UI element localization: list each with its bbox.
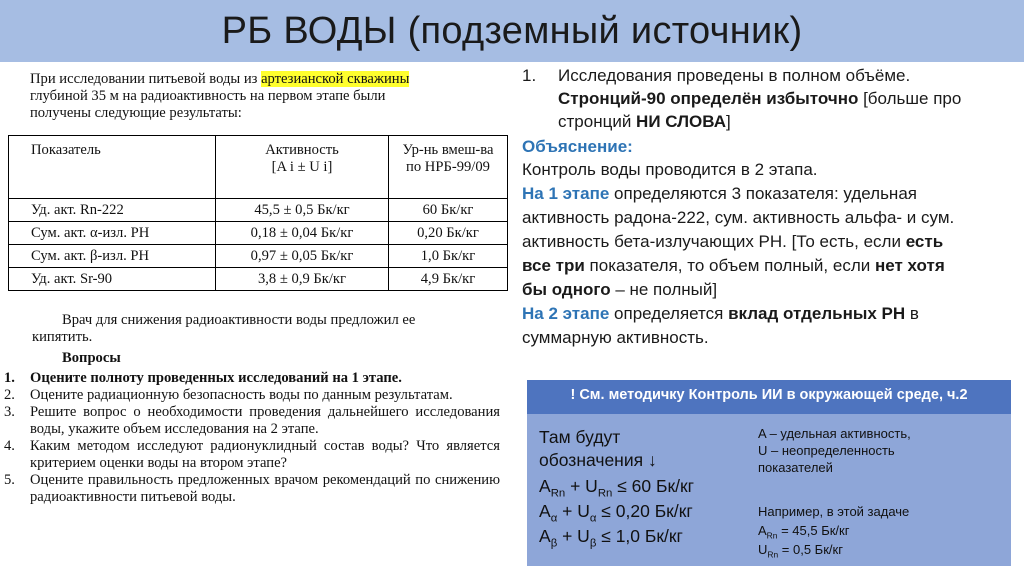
intro-line-2: глубиной 35 м на радиоактивность на первом этапе были bbox=[30, 88, 386, 104]
example-a-rn: $A_{Rn} = 45,5$ Бк/кг bbox=[758, 523, 850, 541]
title-bar bbox=[0, 0, 1024, 62]
explanation-label: Объяснение: bbox=[522, 137, 633, 156]
legend-line-1: A – удельная активность, bbox=[758, 426, 911, 441]
cell-activity: 0,18 ± 0,04 Бк/кг bbox=[216, 222, 389, 245]
questions-list bbox=[0, 370, 500, 506]
stage1-line-5: бы одного – не полный] bbox=[522, 280, 718, 299]
table-row bbox=[9, 268, 508, 291]
cell-activity: 3,8 ± 0,9 Бк/кг bbox=[216, 268, 389, 291]
answer-line-1: Исследования проведены в полном объёме. bbox=[558, 66, 911, 85]
example-title: Например, в этой задаче bbox=[758, 504, 910, 519]
example-u-rn: $U_{Rn} = 0,5$ Бк/кг bbox=[758, 542, 843, 560]
results-table bbox=[8, 135, 508, 291]
formula-rn: $A_{Rn} + U_{Rn} \le 60$ Бк/кг bbox=[539, 476, 695, 500]
formula-alpha: $A_\alpha + U_\alpha \le 0,20$ Бк/кг bbox=[539, 501, 693, 525]
cell-activity: 0,97 ± 0,05 Бк/кг bbox=[216, 245, 389, 268]
slide-title: РБ ВОДЫ (подземный источник) bbox=[221, 10, 803, 52]
list-item: 1. Оцените полноту проведенных исследований на 1 этапе. bbox=[4, 370, 402, 386]
stage1-line-1: На 1 этапе определяются 3 показателя: удельная bbox=[522, 184, 917, 203]
cell-indicator: Уд. акт. Rn-222 bbox=[9, 199, 216, 222]
table-row bbox=[9, 222, 508, 245]
stage1-line-4: все три показателя, то объем полный, если нет хотя bbox=[522, 256, 945, 275]
answer-line-2: Стронций-90 определён избыточно [больше про bbox=[558, 89, 962, 108]
list-item: 2. Оцените радиационную безопасность воды по данным результатам. bbox=[4, 387, 453, 403]
cell-level: 4,9 Бк/кг bbox=[389, 268, 508, 291]
answer-item-number: 1. bbox=[522, 66, 537, 85]
table-row bbox=[9, 245, 508, 268]
list-item: 3. Решите вопрос о необходимости проведения дальнейшего исследования воды, укажите объем исследования на 2 этапе. bbox=[4, 404, 500, 437]
header-indicator: Показатель bbox=[9, 136, 216, 199]
note-left-line-2: обозначения ↓ bbox=[539, 450, 657, 470]
cell-activity: 45,5 ± 0,5 Бк/кг bbox=[216, 199, 389, 222]
list-item: 5. Оцените правильность предложенных врачом рекомендаций по снижению радиоактивности питьевой воды. bbox=[4, 472, 500, 505]
table-header-row bbox=[9, 136, 508, 199]
stage1-line-2: активность радона-222, сум. активность альфа- и сум. bbox=[522, 208, 955, 227]
note-left-line-1: Там будут bbox=[539, 427, 621, 447]
cell-level: 60 Бк/кг bbox=[389, 199, 508, 222]
intro-line-1: При исследовании питьевой воды из артезианской скважины bbox=[30, 71, 410, 87]
cell-indicator: Уд. акт. Sr-90 bbox=[9, 268, 216, 291]
cell-level: 1,0 Бк/кг bbox=[389, 245, 508, 268]
stage2-line-1: На 2 этапе определяется вклад отдельных РН в bbox=[522, 304, 919, 323]
intro-line-3: получены следующие результаты: bbox=[30, 105, 242, 121]
formula-beta: $A_\beta + U_\beta \le 1,0$ Бк/кг bbox=[539, 526, 683, 550]
explanation-line-1: Контроль воды проводится в 2 этапа. bbox=[522, 160, 818, 179]
stage2-line-2: суммарную активность. bbox=[522, 328, 709, 347]
cell-indicator: Сум. акт. β-изл. РН bbox=[9, 245, 216, 268]
legend-line-2: U – неопределенность bbox=[758, 443, 895, 458]
header-activity: Активность [A i ± U i] bbox=[216, 136, 389, 199]
cell-level: 0,20 Бк/кг bbox=[389, 222, 508, 245]
stage1-line-3: активность бета-излучающих РН. [То есть, если есть bbox=[522, 232, 944, 251]
doctor-text-line-2: кипятить. bbox=[32, 329, 93, 345]
header-intervention-level: Ур-нь вмеш-ва по НРБ-99/09 bbox=[389, 136, 508, 199]
cell-indicator: Сум. акт. α-изл. РН bbox=[9, 222, 216, 245]
highlighted-phrase: артезианской скважины bbox=[261, 71, 410, 87]
note-header: ! См. методичку Контроль ИИ в окружающей среде, ч.2 bbox=[527, 380, 1011, 414]
answer-line-3: стронций НИ СЛОВА] bbox=[558, 112, 731, 131]
questions-heading: Вопросы bbox=[62, 350, 121, 366]
note-box bbox=[527, 380, 1011, 566]
list-item: 4. Каким методом исследуют радионуклидный состав воды? Что является критерием оценки воды на втором этапе? bbox=[4, 438, 500, 471]
legend-line-3: показателей bbox=[758, 460, 833, 475]
table-row bbox=[9, 199, 508, 222]
doctor-text-line-1: Врач для снижения радиоактивности воды предложил ее bbox=[62, 312, 416, 328]
